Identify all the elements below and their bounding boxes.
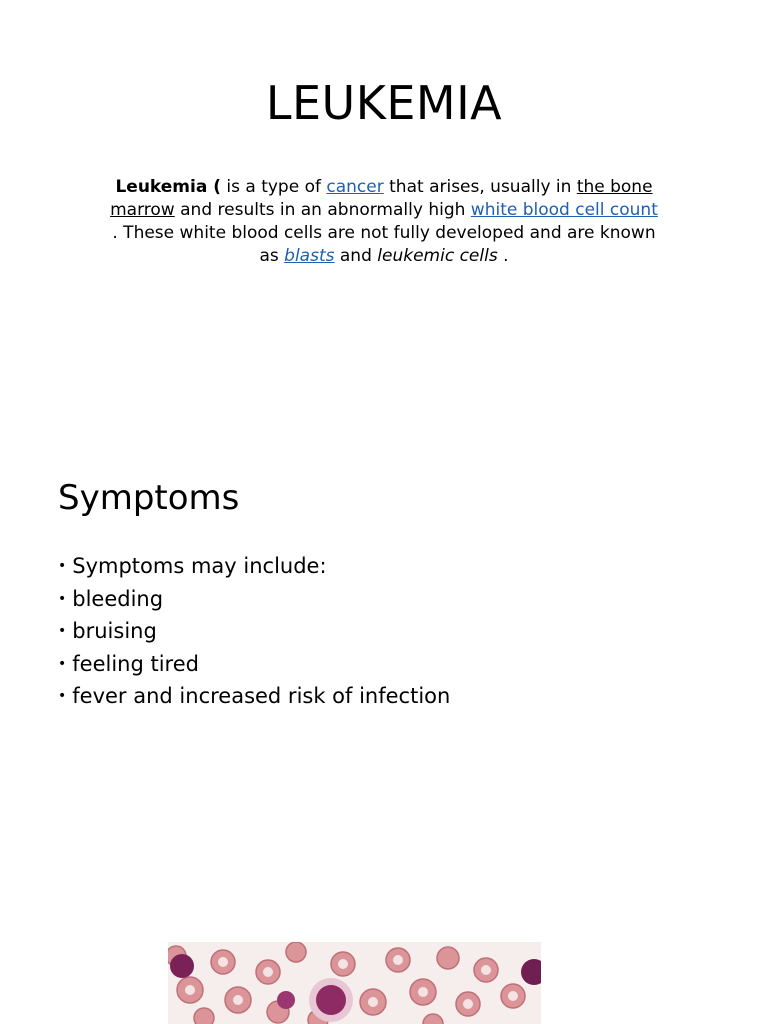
blood-cells-illustration	[168, 942, 541, 1024]
intro-text-3: and results in an abnormally high	[174, 200, 471, 220]
term-leukemia: Leukemia (	[115, 177, 221, 197]
list-item-text: bruising	[72, 619, 157, 643]
bullet-icon: •	[58, 558, 67, 574]
list-item	[58, 583, 450, 616]
list-item-text: fever and increased risk of infection	[72, 684, 451, 708]
page-title: LEUKEMIA	[265, 76, 503, 130]
bullet-icon: •	[58, 623, 67, 639]
bullet-icon: •	[58, 688, 67, 704]
link-white-blood-cell-count[interactable]: white blood cell count	[470, 200, 658, 220]
link-blasts[interactable]: blasts	[284, 246, 335, 266]
bone-marrow-text: the bone marrow	[110, 177, 653, 220]
list-item	[58, 550, 450, 583]
list-item-text: Symptoms may include:	[72, 554, 327, 578]
list-item	[58, 680, 450, 713]
intro-text-4: . These white blood cells are not fully developed and are known as	[112, 223, 656, 266]
intro-text-5: and	[334, 246, 378, 266]
link-cancer[interactable]: cancer	[326, 177, 384, 197]
intro-text-2: that arises, usually in	[383, 177, 577, 197]
blood-smear-image	[168, 942, 541, 1024]
list-item	[58, 615, 450, 648]
list-item-text: feeling tired	[72, 651, 199, 676]
symptoms-list	[58, 550, 450, 713]
intro-paragraph	[110, 176, 658, 268]
intro-text-1: is a type of	[221, 177, 327, 197]
intro-text-6: .	[497, 246, 509, 266]
list-item	[58, 648, 450, 681]
symptoms-heading: Symptoms	[58, 478, 240, 518]
bullet-icon: •	[58, 590, 67, 607]
leukemic-cells-text: leukemic cells	[377, 246, 498, 266]
list-item-text: bleeding	[72, 586, 164, 611]
bullet-icon: •	[58, 655, 67, 672]
